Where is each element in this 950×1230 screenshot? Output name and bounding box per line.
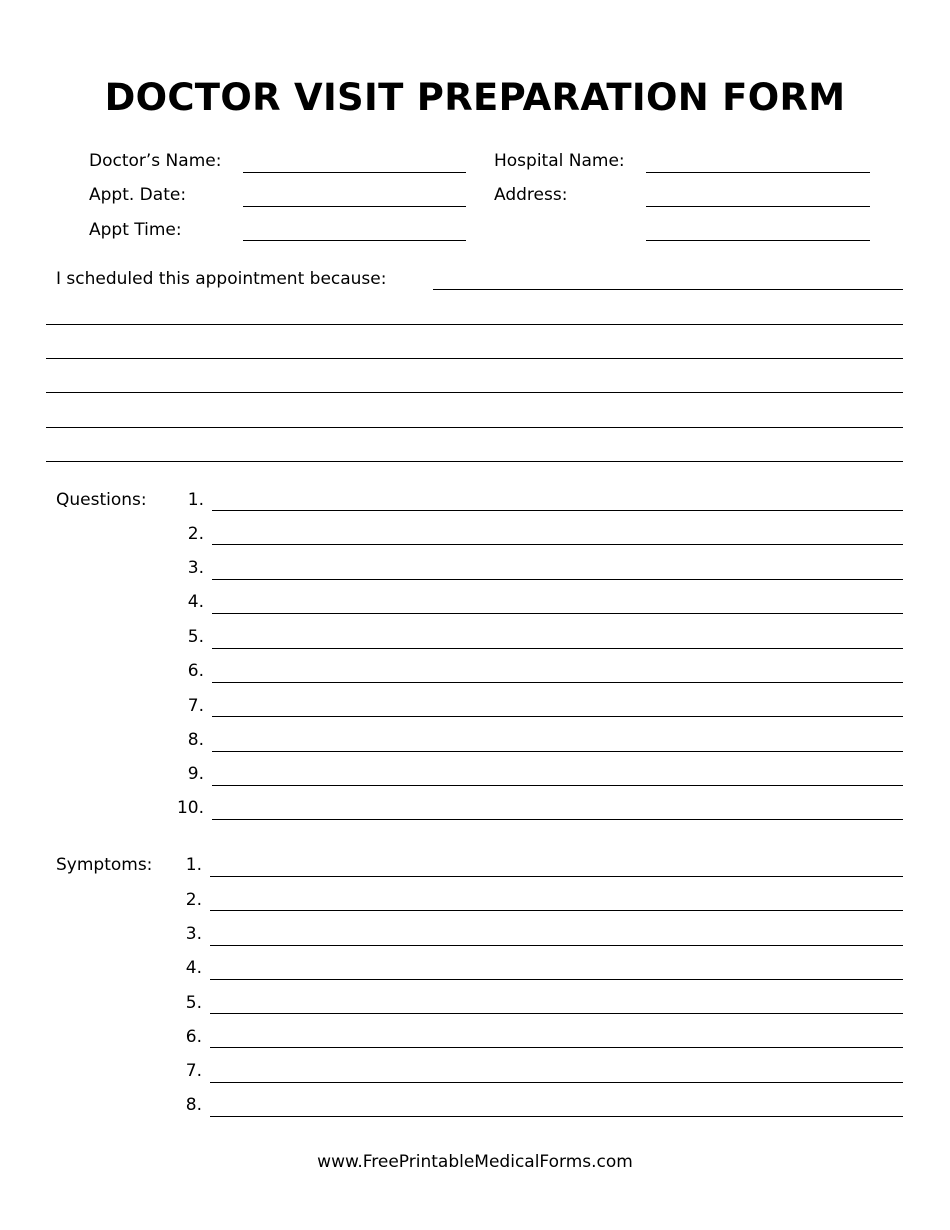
symptom-field-line[interactable]: [210, 910, 903, 911]
question-number: 7.: [187, 696, 204, 716]
question-field-line[interactable]: [212, 716, 903, 717]
footer-url: www.FreePrintableMedicalForms.com: [317, 1152, 633, 1172]
symptom-field-line[interactable]: [210, 1082, 903, 1083]
question-number: 10.: [176, 798, 204, 818]
symptom-field-line[interactable]: [210, 1047, 903, 1048]
symptom-field-line[interactable]: [210, 876, 903, 877]
symptom-field-line[interactable]: [210, 1116, 903, 1117]
question-number: 2.: [187, 524, 204, 544]
question-number: 5.: [187, 627, 204, 647]
question-number: 6.: [187, 661, 204, 681]
reason-label: I scheduled this appointment because:: [56, 269, 387, 289]
question-field-line[interactable]: [212, 544, 903, 545]
symptom-number: 8.: [185, 1095, 202, 1115]
question-field-line[interactable]: [212, 682, 903, 683]
reason-field-line[interactable]: [46, 461, 903, 462]
symptom-number: 1.: [185, 855, 202, 875]
symptoms-label: Symptoms:: [56, 855, 153, 875]
question-number: 9.: [187, 764, 204, 784]
question-field-line[interactable]: [212, 751, 903, 752]
reason-field-line[interactable]: [46, 358, 903, 359]
symptom-field-line[interactable]: [210, 979, 903, 980]
reason-field-line[interactable]: [46, 324, 903, 325]
address-field-line-2[interactable]: [646, 240, 870, 241]
hospital-name-label: Hospital Name:: [494, 151, 625, 171]
appt-time-label: Appt Time:: [89, 220, 182, 240]
doctor-name-field[interactable]: [243, 172, 466, 173]
question-number: 1.: [187, 490, 204, 510]
symptom-number: 4.: [185, 958, 202, 978]
questions-label: Questions:: [56, 490, 147, 510]
hospital-name-field[interactable]: [646, 172, 870, 173]
doctor-name-label: Doctor’s Name:: [89, 151, 222, 171]
reason-field-line[interactable]: [433, 289, 903, 290]
reason-field-line[interactable]: [46, 392, 903, 393]
symptom-field-line[interactable]: [210, 945, 903, 946]
question-field-line[interactable]: [212, 510, 903, 511]
question-field-line[interactable]: [212, 819, 903, 820]
question-number: 8.: [187, 730, 204, 750]
symptom-number: 5.: [185, 993, 202, 1013]
symptom-number: 6.: [185, 1027, 202, 1047]
question-number: 3.: [187, 558, 204, 578]
question-number: 4.: [187, 592, 204, 612]
appt-time-field[interactable]: [243, 240, 466, 241]
page-title: DOCTOR VISIT PREPARATION FORM: [104, 76, 846, 119]
symptom-number: 3.: [185, 924, 202, 944]
reason-field-line[interactable]: [46, 427, 903, 428]
question-field-line[interactable]: [212, 579, 903, 580]
symptom-field-line[interactable]: [210, 1013, 903, 1014]
question-field-line[interactable]: [212, 613, 903, 614]
address-field-line-1[interactable]: [646, 206, 870, 207]
question-field-line[interactable]: [212, 648, 903, 649]
appt-date-field[interactable]: [243, 206, 466, 207]
appt-date-label: Appt. Date:: [89, 185, 187, 205]
symptom-number: 2.: [185, 890, 202, 910]
symptom-number: 7.: [185, 1061, 202, 1081]
address-label: Address:: [494, 185, 568, 205]
question-field-line[interactable]: [212, 785, 903, 786]
